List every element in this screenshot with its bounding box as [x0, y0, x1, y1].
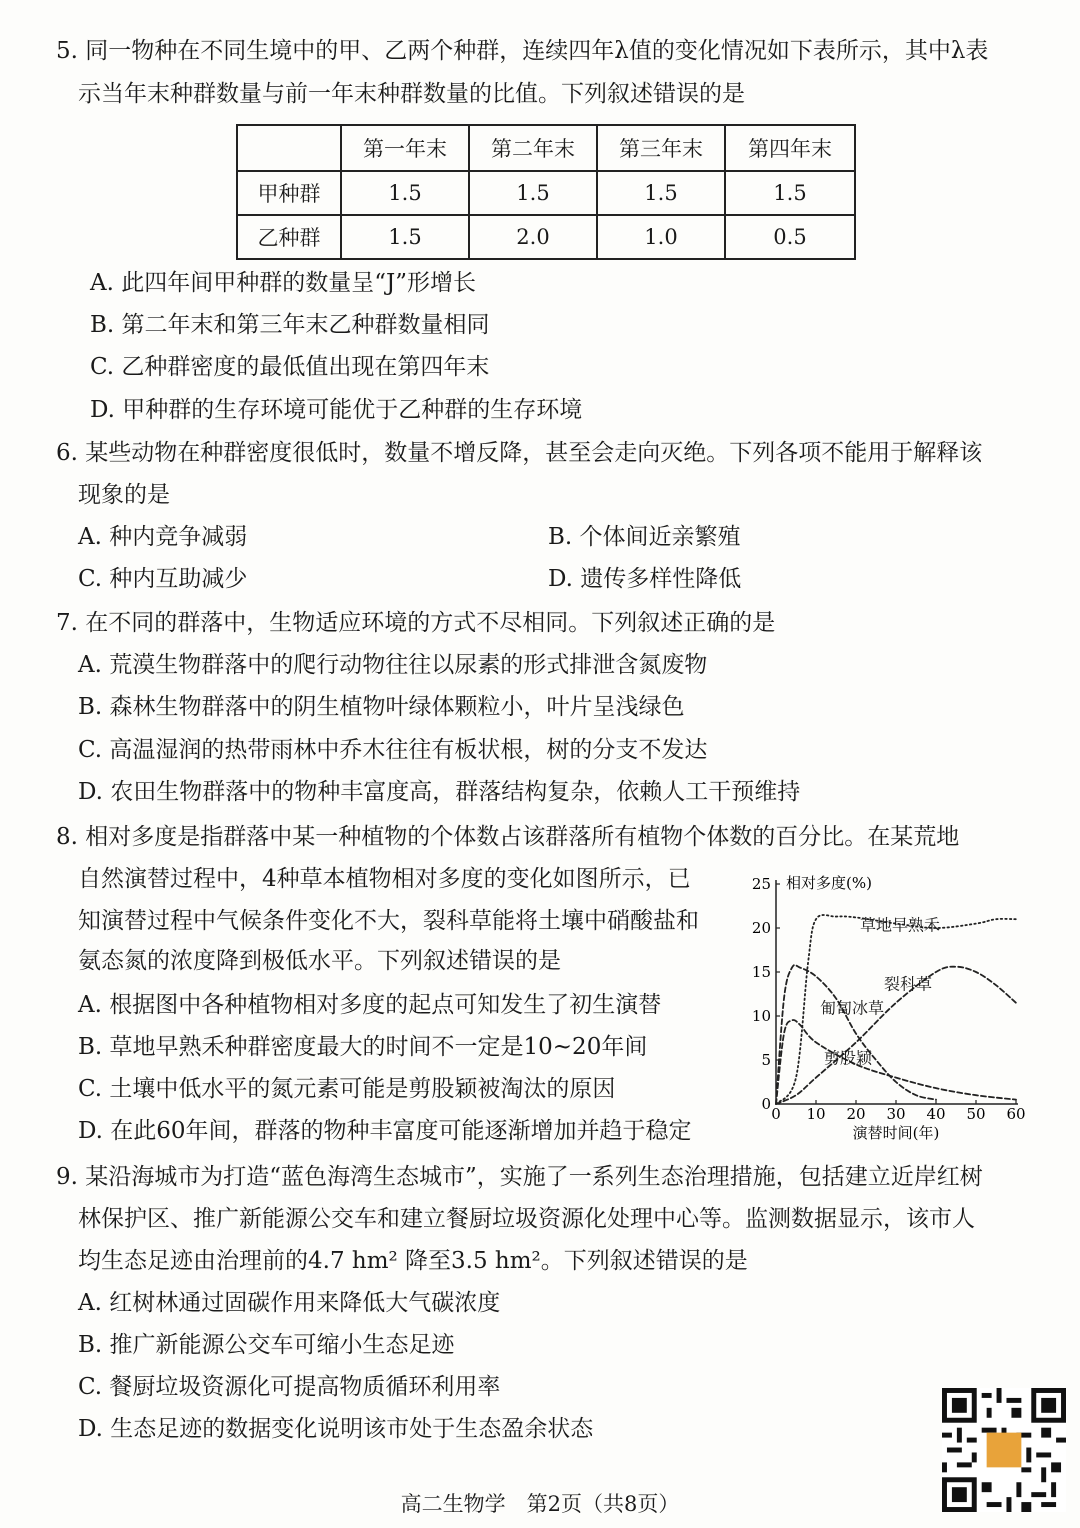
q9-option-b: B. 推广新能源公交车可缩小生态足迹: [78, 1332, 455, 1358]
y-tick-label: 10: [751, 1007, 771, 1025]
q6-option-c: C. 种内互助减少: [78, 566, 248, 592]
q9-stem-line1: 9. 某沿海城市为打造“蓝色海湾生态城市”，实施了一系列生态治理措施，包括建立近岸红树: [56, 1164, 983, 1190]
y-tick-label: 25: [751, 875, 771, 893]
y-tick-label: 5: [761, 1051, 771, 1069]
q9-option-d: D. 生态足迹的数据变化说明该市处于生态盈余状态: [78, 1416, 594, 1442]
table-row: [237, 215, 855, 259]
table-cell: 甲种群: [237, 171, 341, 215]
q8-stem-line3: 知演替过程中气候条件变化不大，裂科草能将土壤中硝酸盐和: [78, 908, 699, 934]
series-label: 裂科草: [883, 974, 933, 994]
q6-option-d: D. 遗传多样性降低: [548, 566, 742, 592]
q6-stem-line1: 6. 某些动物在种群密度很低时，数量不增反降，甚至会走向灭绝。下列各项不能用于解释该: [56, 440, 983, 466]
q5-stem-line2: 示当年末种群数量与前一年末种群数量的比值。下列叙述错误的是: [78, 81, 745, 107]
q8-stem-line4: 氨态氮的浓度降到极低水平。下列叙述错误的是: [78, 948, 561, 974]
series-label: 匍匐冰草: [819, 998, 885, 1018]
q8-option-b: B. 草地早熟禾种群密度最大的时间不一定是10~20年间: [78, 1034, 648, 1060]
table-header-cell: 第一年末: [341, 125, 469, 171]
q9-option-a: A. 红树林通过固碳作用来降低大气碳浓度: [78, 1290, 501, 1316]
table-cell: 1.5: [725, 171, 855, 215]
x-tick-label: 0: [771, 1105, 781, 1123]
table-header-cell: [237, 125, 341, 171]
q8-option-d: D. 在此60年间，群落的物种丰富度可能逐渐增加并趋于稳定: [78, 1118, 692, 1144]
q9-stem-line2: 林保护区、推广新能源公交车和建立餐厨垃圾资源化处理中心等。监测数据显示，该市人: [78, 1206, 975, 1232]
x-tick-label: 40: [926, 1105, 946, 1123]
x-tick-label: 20: [846, 1105, 866, 1123]
table-header-cell: 第四年末: [725, 125, 855, 171]
chart-ticks: [752, 875, 1026, 1123]
q7-option-a: A. 荒漠生物群落中的爬行动物往往以尿素的形式排泄含氮废物: [78, 652, 708, 678]
q5-option-a: A. 此四年间甲种群的数量呈“J”形增长: [90, 270, 476, 296]
x-tick-label: 60: [1006, 1105, 1026, 1123]
table-cell: 1.5: [341, 171, 469, 215]
x-tick-label: 50: [966, 1105, 986, 1123]
table-header-cell: 第二年末: [469, 125, 597, 171]
table-cell: 1.5: [469, 171, 597, 215]
table-cell: 0.5: [725, 215, 855, 259]
q6-option-b: B. 个体间近亲繁殖: [548, 524, 741, 550]
q7-stem-line1: 7. 在不同的群落中，生物适应环境的方式不尽相同。下列叙述正确的是: [56, 610, 776, 636]
table-row: [237, 171, 855, 215]
y-tick-label: 20: [751, 919, 771, 937]
chart-labels: [820, 916, 940, 1068]
chart-xlabel: 演替时间(年): [852, 1124, 940, 1142]
lambda-table: [236, 124, 856, 260]
table-cell: 2.0: [469, 215, 597, 259]
q6-stem-line2: 现象的是: [78, 482, 170, 508]
x-tick-label: 30: [886, 1105, 906, 1123]
q7-option-d: D. 农田生物群落中的物种丰富度高，群落结构复杂，依赖人工干预维持: [78, 779, 801, 805]
table-cell: 1.0: [597, 215, 725, 259]
q5-option-b: B. 第二年末和第三年末乙种群数量相同: [90, 312, 490, 338]
series-line-4: [776, 1020, 1016, 1104]
table-cell: 1.5: [597, 171, 725, 215]
series-label: 剪股颖: [823, 1048, 873, 1068]
table-header-row: [237, 125, 855, 171]
table-cell: 1.5: [341, 215, 469, 259]
series-line-1: [776, 915, 1016, 1104]
series-label: 草地早熟禾: [859, 915, 941, 935]
q8-stem-line1: 8. 相对多度是指群落中某一种植物的个体数占该群落所有植物个体数的百分比。在某荒地: [56, 824, 960, 850]
chart-ylabel: 相对多度(%): [786, 874, 872, 892]
y-tick-label: 0: [761, 1095, 771, 1113]
table-cell: 乙种群: [237, 215, 341, 259]
q5-stem-line1: 5. 同一物种在不同生境中的甲、乙两个种群，连续四年λ值的变化情况如下表所示，其中λ表: [56, 38, 989, 64]
q8-option-a: A. 根据图中各种植物相对多度的起点可知发生了初生演替: [78, 992, 662, 1018]
x-tick-label: 10: [806, 1105, 826, 1123]
q6-option-a: A. 种内竞争减弱: [78, 524, 248, 550]
q8-stem-line2: 自然演替过程中，4种草本植物相对多度的变化如图所示，已: [78, 866, 691, 892]
q9-stem-line3: 均生态足迹由治理前的4.7 hm² 降至3.5 hm²。下列叙述错误的是: [78, 1248, 748, 1274]
q9-option-c: C. 餐厨垃圾资源化可提高物质循环利用率: [78, 1374, 501, 1400]
succession-chart: [744, 866, 1034, 1146]
table-header-cell: 第三年末: [597, 125, 725, 171]
y-tick-label: 15: [751, 963, 771, 981]
q5-option-d: D. 甲种群的生存环境可能优于乙种群的生存环境: [90, 397, 583, 423]
q7-option-c: C. 高温湿润的热带雨林中乔木往往有板状根，树的分支不发达: [78, 737, 708, 763]
page-footer: 高二生物学 第2页（共8页）: [400, 1492, 680, 1516]
chart-series: [776, 915, 1016, 1104]
q7-option-b: B. 森林生物群落中的阴生植物叶绿体颗粒小，叶片呈浅绿色: [78, 694, 685, 720]
q8-option-c: C. 土壤中低水平的氮元素可能是剪股颖被淘汰的原因: [78, 1076, 616, 1102]
q5-option-c: C. 乙种群密度的最低值出现在第四年末: [90, 354, 490, 380]
